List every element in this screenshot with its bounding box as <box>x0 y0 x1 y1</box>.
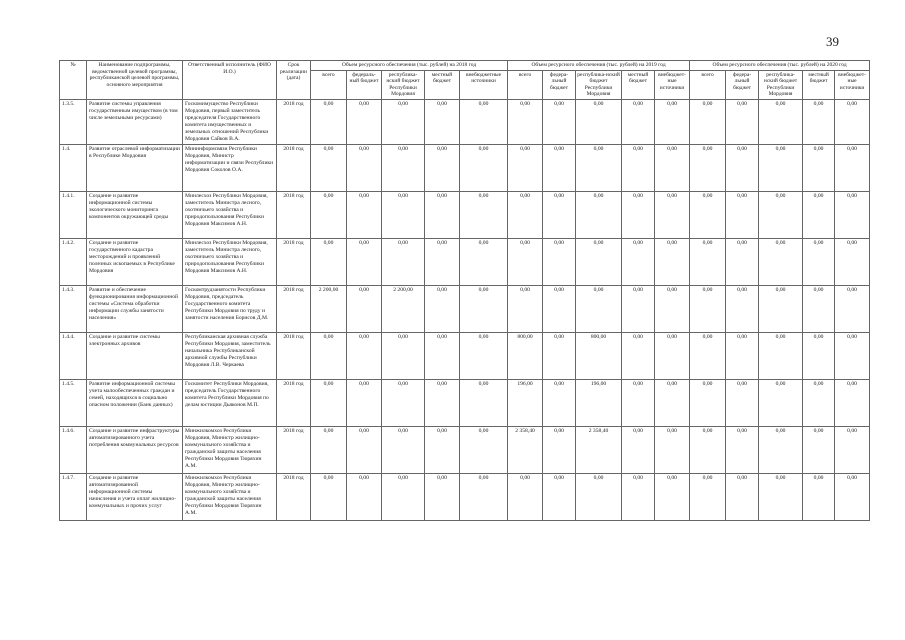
row-value: 0,00 <box>576 99 622 144</box>
row-value: 0,00 <box>655 379 690 426</box>
row-term: 2018 год <box>277 99 311 144</box>
row-name: Создание и развитие системы электронных архивов <box>87 332 183 379</box>
row-value: 0,00 <box>835 144 870 191</box>
header-sub2019-0: всего <box>508 70 543 99</box>
row-value: 0,00 <box>759 473 803 520</box>
row-value: 0,00 <box>835 426 870 473</box>
row-value: 0,00 <box>460 238 508 285</box>
row-value: 0,00 <box>803 238 835 285</box>
row-value: 0,00 <box>543 332 576 379</box>
row-value: 0,00 <box>622 191 655 238</box>
row-value: 0,00 <box>543 285 576 332</box>
row-value: 196,00 <box>576 379 622 426</box>
row-value: 0,00 <box>655 473 690 520</box>
row-value: 0,00 <box>803 191 835 238</box>
row-value: 0,00 <box>655 191 690 238</box>
row-value: 0,00 <box>803 144 835 191</box>
row-executor: Минлесхоз Республики Мордовия, заместитель Министра лесного, охотничьего хозяйства и природопользования Республики Мордовия Максимов А.Н. <box>183 191 277 238</box>
row-value: 0,00 <box>425 238 460 285</box>
row-value: 0,00 <box>543 144 576 191</box>
row-value: 0,00 <box>835 285 870 332</box>
budget-table <box>59 60 870 521</box>
row-value: 0,00 <box>576 238 622 285</box>
row-value: 0,00 <box>690 191 726 238</box>
row-value: 196,00 <box>508 379 543 426</box>
row-value: 0,00 <box>759 426 803 473</box>
row-value: 2 200,00 <box>311 285 347 332</box>
row-value: 0,00 <box>347 238 382 285</box>
row-value: 0,00 <box>835 473 870 520</box>
row-value: 0,00 <box>622 473 655 520</box>
row-value: 0,00 <box>311 426 347 473</box>
row-executor: Минжилкомхоз Республики Мордовия, Министр жилищно-коммунального хозяйства и гражданской защиты населения Республики Мордовия Тюряхин А.М. <box>183 473 277 520</box>
row-value: 0,00 <box>508 473 543 520</box>
row-name: Развитие и обеспечение функционирования информационной системы «Система обработки информации службы занятости населения» <box>87 285 183 332</box>
row-value: 0,00 <box>622 332 655 379</box>
row-value: 0,00 <box>726 285 759 332</box>
row-value: 0,00 <box>759 191 803 238</box>
row-number: 1.4.1. <box>60 191 87 238</box>
row-value: 0,00 <box>576 191 622 238</box>
row-value: 0,00 <box>382 191 425 238</box>
row-value: 0,00 <box>425 473 460 520</box>
row-value: 0,00 <box>759 99 803 144</box>
row-term: 2018 год <box>277 426 311 473</box>
row-value: 0,00 <box>835 379 870 426</box>
table-row <box>60 144 870 191</box>
row-executor: Госкомитет Республики Мордовия, председатель Государственного комитета Республики Мордовия по делам юстиции Дьяконов М.П. <box>183 379 277 426</box>
row-number: 1.4.6. <box>60 426 87 473</box>
row-value: 0,00 <box>759 238 803 285</box>
row-value: 0,00 <box>382 238 425 285</box>
table-row <box>60 99 870 144</box>
row-value: 0,00 <box>425 332 460 379</box>
row-value: 0,00 <box>655 285 690 332</box>
row-value: 0,00 <box>382 144 425 191</box>
row-value: 800,00 <box>508 332 543 379</box>
row-value: 0,00 <box>726 473 759 520</box>
row-value: 0,00 <box>726 99 759 144</box>
row-executor: Республиканская архивная служба Республики Мордовия, заместитель начальника Республиканской архивной службы Республики Мордовия Л.В. Черкаева <box>183 332 277 379</box>
row-value: 0,00 <box>347 332 382 379</box>
table-row <box>60 332 870 379</box>
row-executor: Госкомимущество Республики Мордовия, первый заместитель председателя Государственного комитета имущественных и земельных отношений Республики Мордовия Сайков В.А. <box>183 99 277 144</box>
header-sub2020-4: внебюджет-ные источники <box>835 70 870 99</box>
row-number: 1.4. <box>60 144 87 191</box>
row-value: 0,00 <box>460 144 508 191</box>
row-value: 0,00 <box>835 238 870 285</box>
row-name: Создание и развитие автоматизированной информационной системы начисления и учета оплат жилищно-коммунальных и прочих услуг <box>87 473 183 520</box>
row-value: 0,00 <box>382 332 425 379</box>
row-value: 0,00 <box>347 426 382 473</box>
row-value: 0,00 <box>543 99 576 144</box>
row-value: 0,00 <box>726 191 759 238</box>
row-value: 0,00 <box>803 332 835 379</box>
row-value: 0,00 <box>622 99 655 144</box>
row-value: 0,00 <box>425 191 460 238</box>
header-sub2019-1: федера-льный бюджет <box>543 70 576 99</box>
row-value: 2 358,40 <box>576 426 622 473</box>
row-name: Создание и развитие государственного кадастра месторождений и проявлений полезных ископаемых в Республике Мордовия <box>87 238 183 285</box>
row-value: 0,00 <box>425 99 460 144</box>
row-value: 0,00 <box>460 332 508 379</box>
row-value: 0,00 <box>460 426 508 473</box>
header-sub2018-0: всего <box>311 70 347 99</box>
row-value: 2 200,00 <box>382 285 425 332</box>
row-value: 0,00 <box>576 144 622 191</box>
row-value: 0,00 <box>759 285 803 332</box>
header-sub2019-4: внебюджет-ные источники <box>655 70 690 99</box>
row-value: 0,00 <box>460 379 508 426</box>
row-value: 0,00 <box>803 99 835 144</box>
row-value: 0,00 <box>382 426 425 473</box>
row-value: 0,00 <box>425 379 460 426</box>
row-value: 0,00 <box>543 238 576 285</box>
header-sub2020-0: всего <box>690 70 726 99</box>
row-value: 0,00 <box>726 238 759 285</box>
row-term: 2018 год <box>277 191 311 238</box>
header-row-1 <box>60 61 870 71</box>
row-value: 0,00 <box>347 191 382 238</box>
row-term: 2018 год <box>277 285 311 332</box>
header-sub2018-3: местный бюджет <box>425 70 460 99</box>
row-value: 0,00 <box>622 426 655 473</box>
row-value: 0,00 <box>382 379 425 426</box>
row-value: 0,00 <box>726 426 759 473</box>
row-value: 0,00 <box>311 191 347 238</box>
row-value: 0,00 <box>803 285 835 332</box>
row-name: Развитие информационной системы учета малообеспеченных граждан и семей, находящихся в социально опасном положении (Банк данных) <box>87 379 183 426</box>
row-value: 0,00 <box>655 144 690 191</box>
header-sub2020-1: федера-льный бюджет <box>726 70 759 99</box>
row-executor: Минлесхоз Республики Мордовия, заместитель Министра лесного, охотничьего хозяйства и природопользования Республики Мордовия Максимов А.Н. <box>183 238 277 285</box>
table-body <box>60 99 870 520</box>
row-number: 1.3.5. <box>60 99 87 144</box>
row-value: 0,00 <box>803 426 835 473</box>
row-value: 0,00 <box>460 191 508 238</box>
row-value: 0,00 <box>460 473 508 520</box>
row-executor: Госкомтрудзанятости Республики Мордовия, председатель Государственного комитета Республики Мордовия по труду и занятости населения Борисов Д.М. <box>183 285 277 332</box>
header-term: Срок реализации (дата) <box>277 61 311 100</box>
header-group-2020: Объем ресурсного обеспечения (тыс. рублей) на 2020 год <box>690 61 870 71</box>
row-value: 0,00 <box>622 285 655 332</box>
table-row <box>60 191 870 238</box>
header-sub2018-1: федераль-ный бюджет <box>347 70 382 99</box>
row-value: 0,00 <box>576 473 622 520</box>
row-value: 0,00 <box>311 144 347 191</box>
row-value: 0,00 <box>460 99 508 144</box>
row-name: Создание и развитие информационной системы экологического мониторинга компонентов окружающей среды <box>87 191 183 238</box>
row-value: 0,00 <box>690 332 726 379</box>
row-number: 1.4.4. <box>60 332 87 379</box>
row-term: 2018 год <box>277 379 311 426</box>
row-value: 0,00 <box>835 99 870 144</box>
header-sub2018-2: республика-нский бюджет Республики Мордовия <box>382 70 425 99</box>
row-value: 0,00 <box>759 144 803 191</box>
header-sub2020-2: республика-нский бюджет Республики Мордовия <box>759 70 803 99</box>
row-value: 0,00 <box>347 144 382 191</box>
row-term: 2018 год <box>277 332 311 379</box>
row-value: 0,00 <box>655 99 690 144</box>
header-executor: Ответственный исполнитель (ФИО И.О.) <box>183 61 277 100</box>
row-value: 0,00 <box>347 473 382 520</box>
header-no: № <box>60 61 87 100</box>
row-value: 0,00 <box>382 99 425 144</box>
row-value: 0,00 <box>726 144 759 191</box>
row-value: 0,00 <box>543 426 576 473</box>
row-value: 0,00 <box>690 238 726 285</box>
row-number: 1.4.2. <box>60 238 87 285</box>
row-value: 0,00 <box>835 332 870 379</box>
row-value: 0,00 <box>655 426 690 473</box>
row-value: 0,00 <box>803 379 835 426</box>
row-value: 0,00 <box>508 144 543 191</box>
row-value: 0,00 <box>690 379 726 426</box>
row-value: 0,00 <box>311 332 347 379</box>
row-value: 0,00 <box>690 99 726 144</box>
header-group-2018: Объем ресурсного обеспечения (тыс. рублей) на 2018 год <box>311 61 508 71</box>
table-row <box>60 379 870 426</box>
row-value: 800,00 <box>576 332 622 379</box>
row-value: 0,00 <box>508 99 543 144</box>
header-sub2019-3: местный бюджет <box>622 70 655 99</box>
header-sub2019-2: республика-нский бюджет Республики Мордовия <box>576 70 622 99</box>
row-term: 2018 год <box>277 473 311 520</box>
row-value: 0,00 <box>655 332 690 379</box>
row-value: 0,00 <box>622 144 655 191</box>
row-value: 0,00 <box>690 473 726 520</box>
row-value: 0,00 <box>425 426 460 473</box>
row-value: 0,00 <box>655 238 690 285</box>
row-value: 0,00 <box>508 238 543 285</box>
header-group-2019: Объем ресурсного обеспечения (тыс. рублей) на 2019 год <box>508 61 690 71</box>
row-value: 0,00 <box>382 473 425 520</box>
row-value: 0,00 <box>759 379 803 426</box>
row-value: 0,00 <box>508 191 543 238</box>
page-number: 39 <box>826 34 839 49</box>
row-value: 0,00 <box>508 285 543 332</box>
row-term: 2018 год <box>277 144 311 191</box>
table-row <box>60 473 870 520</box>
header-sub2020-3: местный бюджет <box>803 70 835 99</box>
row-name: Создание и развитие инфраструктуры автоматизированного учета потребления коммунальных ресурсов <box>87 426 183 473</box>
row-value: 0,00 <box>311 99 347 144</box>
header-name: Наименование подпрограммы, ведомственной целевой программы, республиканской целевой программы, основного мероприятия <box>87 61 183 100</box>
row-value: 0,00 <box>690 144 726 191</box>
row-value: 0,00 <box>622 379 655 426</box>
table-row <box>60 426 870 473</box>
row-number: 1.4.5. <box>60 379 87 426</box>
row-value: 0,00 <box>835 191 870 238</box>
row-name: Развитие отраслевой информатизации в Республике Мордовия <box>87 144 183 191</box>
row-value: 0,00 <box>347 99 382 144</box>
row-value: 0,00 <box>690 426 726 473</box>
row-value: 0,00 <box>690 285 726 332</box>
row-value: 0,00 <box>726 379 759 426</box>
row-value: 0,00 <box>543 473 576 520</box>
row-term: 2018 год <box>277 238 311 285</box>
row-value: 0,00 <box>425 285 460 332</box>
table-row <box>60 238 870 285</box>
row-value: 0,00 <box>622 238 655 285</box>
row-value: 0,00 <box>543 379 576 426</box>
table-row <box>60 285 870 332</box>
row-value: 0,00 <box>311 379 347 426</box>
row-number: 1.4.3. <box>60 285 87 332</box>
row-value: 0,00 <box>726 332 759 379</box>
row-value: 0,00 <box>347 379 382 426</box>
row-name: Развитие системы управления государственным имуществом (в том числе земельными ресурсами) <box>87 99 183 144</box>
row-executor: Мининформсвязи Республики Мордовия, Министр информатизации и связи Республики Мордовия Соколов О.А. <box>183 144 277 191</box>
header-sub2018-4: внебюджетные источники <box>460 70 508 99</box>
row-executor: Минжилкомхоз Республики Мордовия, Министр жилищно-коммунального хозяйства и гражданской защиты населения Республики Мордовия Тюряхин А.М. <box>183 426 277 473</box>
row-value: 2 358,40 <box>508 426 543 473</box>
row-value: 0,00 <box>347 285 382 332</box>
row-value: 0,00 <box>425 144 460 191</box>
row-number: 1.4.7. <box>60 473 87 520</box>
row-value: 0,00 <box>311 473 347 520</box>
row-value: 0,00 <box>543 191 576 238</box>
row-value: 0,00 <box>311 238 347 285</box>
row-value: 0,00 <box>576 285 622 332</box>
row-value: 0,00 <box>803 473 835 520</box>
row-value: 0,00 <box>759 332 803 379</box>
row-value: 0,00 <box>460 285 508 332</box>
